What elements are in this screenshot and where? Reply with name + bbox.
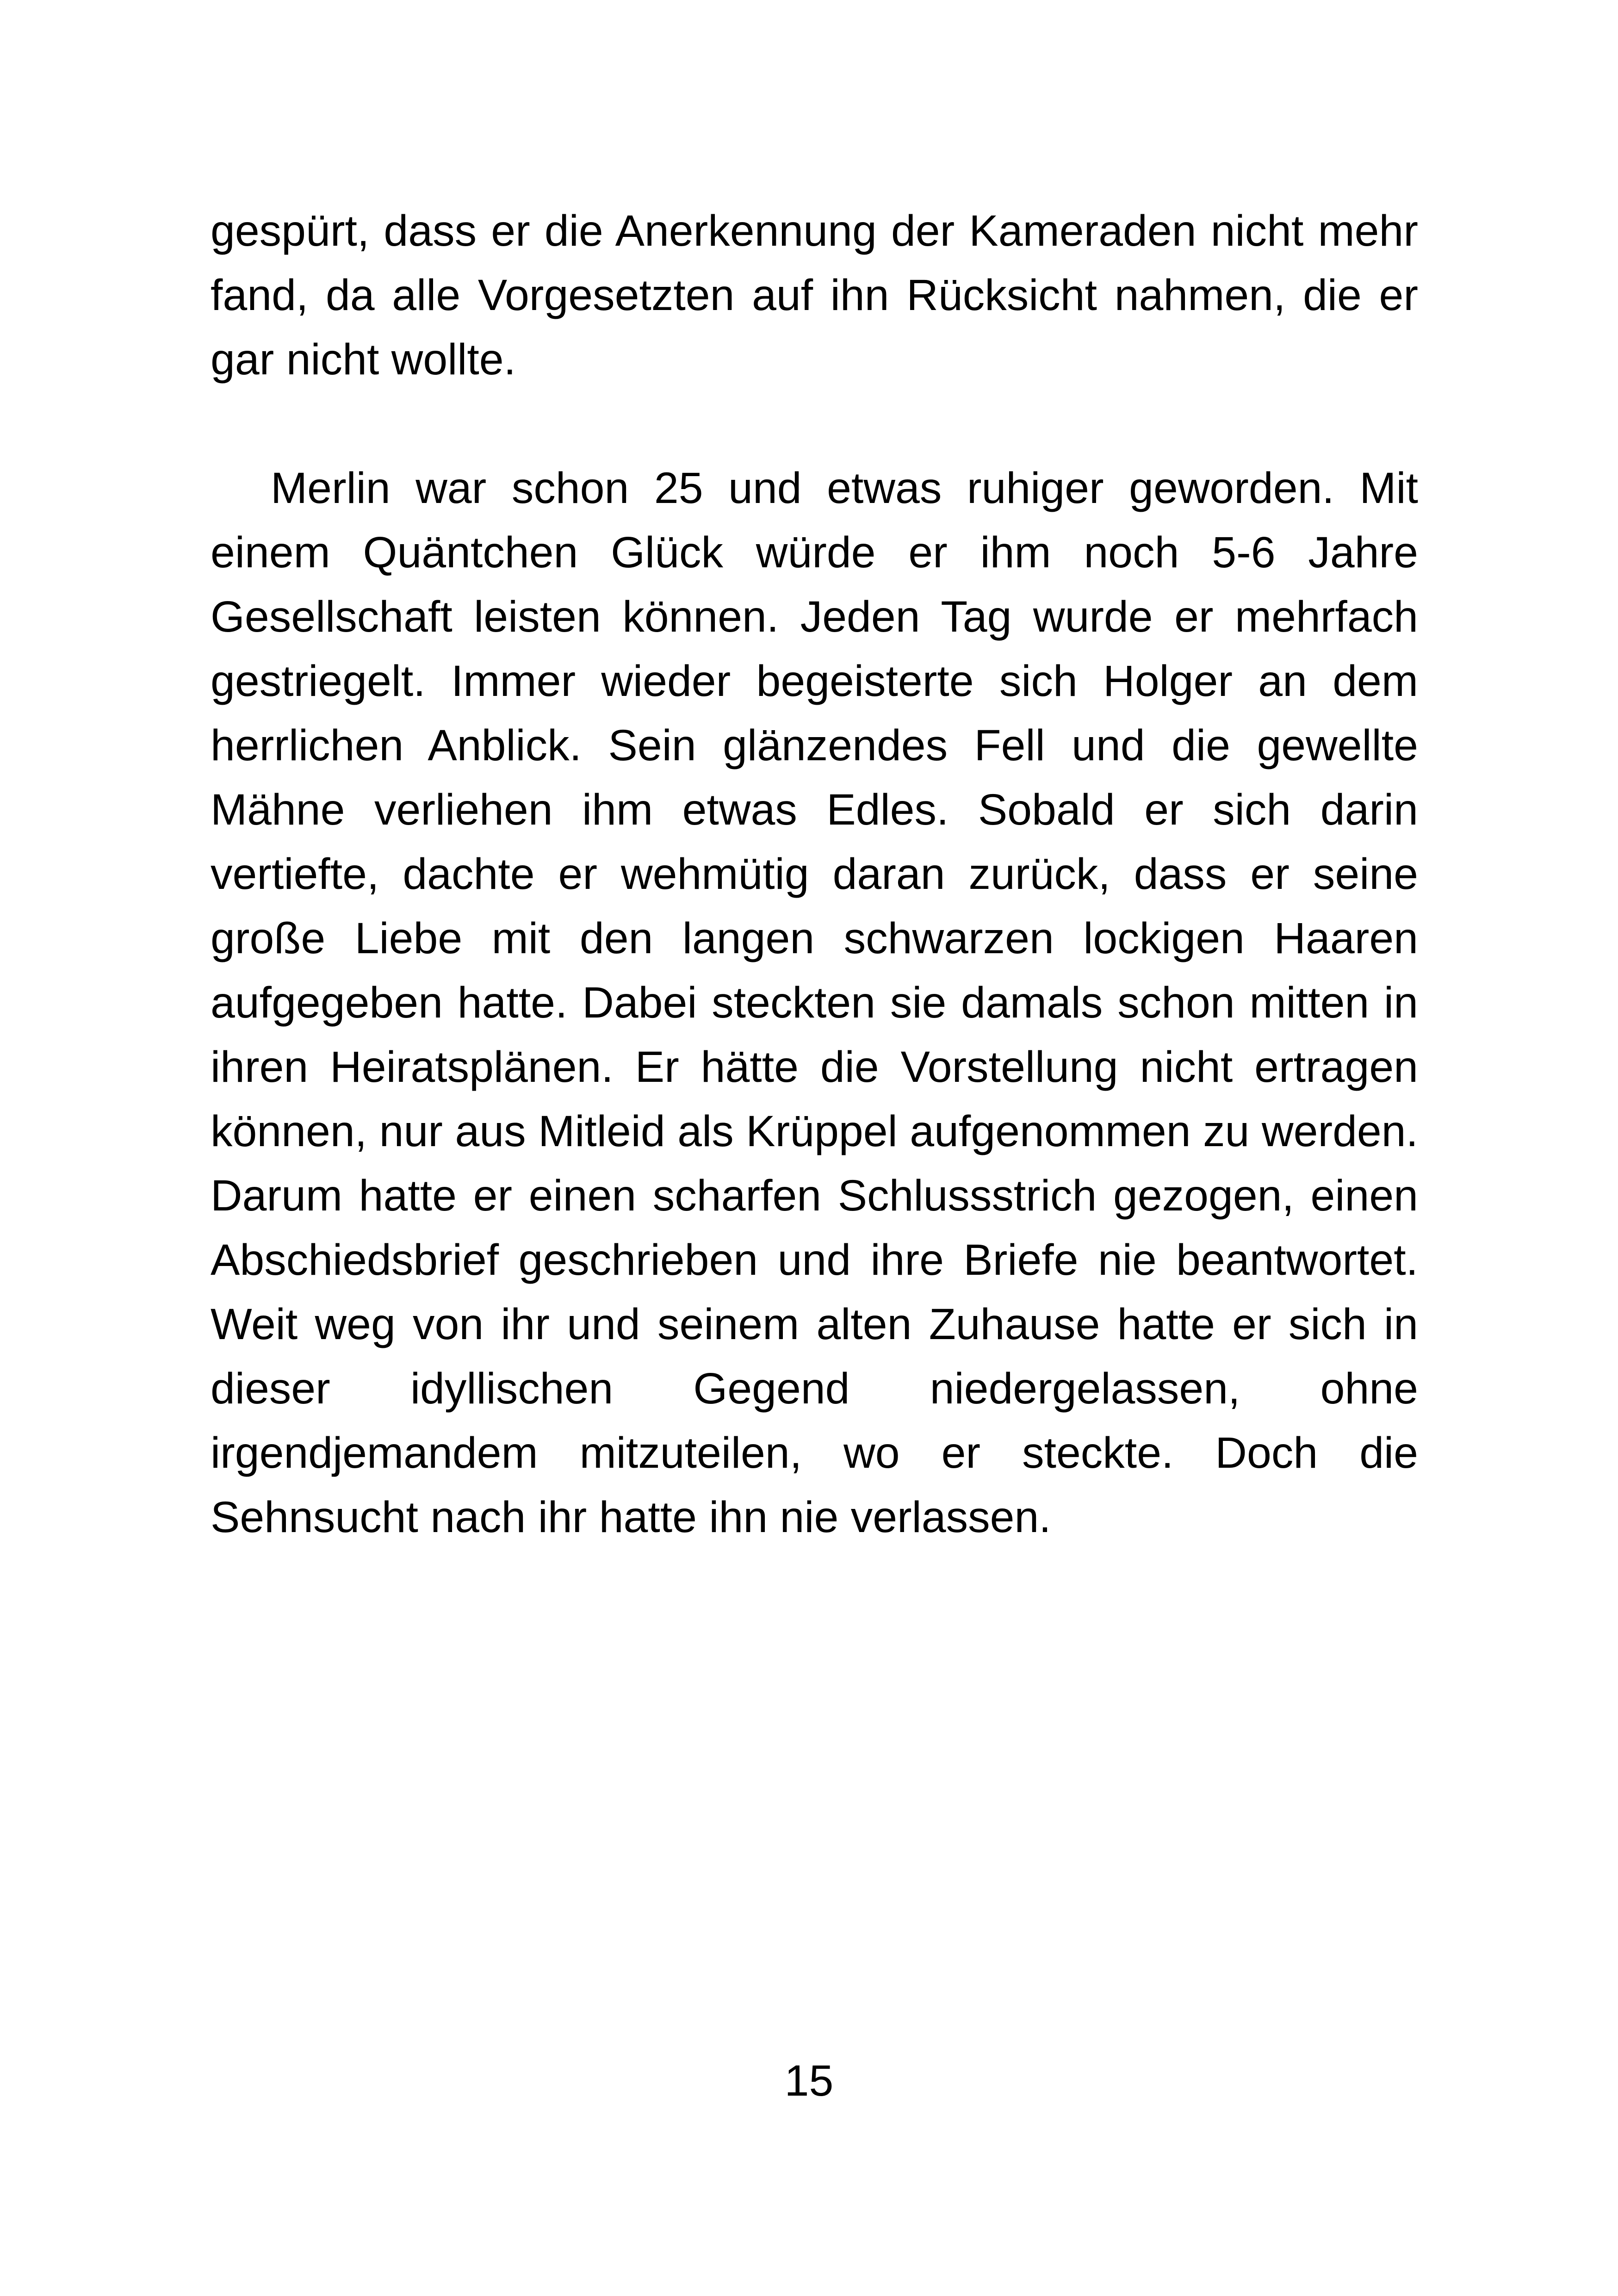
page-number: 15	[784, 2056, 834, 2105]
paragraph-continuation: gespürt, dass er die Anerkennung der Kameraden nicht mehr fand, da alle Vorgesetzten auf ihn Rücksicht nahmen, die er gar nicht wollte.	[211, 206, 1418, 384]
paragraph-merlin: Merlin war schon 25 und etwas ruhiger geworden. Mit einem Quäntchen Glück würde er ihm noch 5-6 Jahre Gesellschaft leisten können. Jeden Tag wurde er mehrfach gestriegelt. Immer wieder begeisterte sich Holger an dem herrlichen Anblick. Sein glänzendes Fell und die gewellte Mähne verliehen ihm etwas Edles. Sobald er sich darin vertiefte, dachte er wehmütig daran zurück, dass er seine große Liebe mit den langen schwarzen lockigen Haaren aufgegeben hatte. Dabei steckten sie damals schon mitten in ihren Heiratsplänen. Er hätte die Vorstellung nicht ertragen können, nur aus Mitleid als Krüppel aufgenommen zu werden. Darum hatte er einen scharfen Schlussstrich gezogen, einen Abschiedsbrief geschrieben und ihre Briefe nie beantwortet. Weit weg von ihr und seinem alten Zuhause hatte er sich in dieser idyllischen Gegend niedergelassen, ohne irgendjemandem mitzuteilen, wo er steckte. Doch die Sehnsucht nach ihr hatte ihn nie verlassen.	[211, 464, 1418, 1542]
body-text	[211, 199, 1418, 1550]
